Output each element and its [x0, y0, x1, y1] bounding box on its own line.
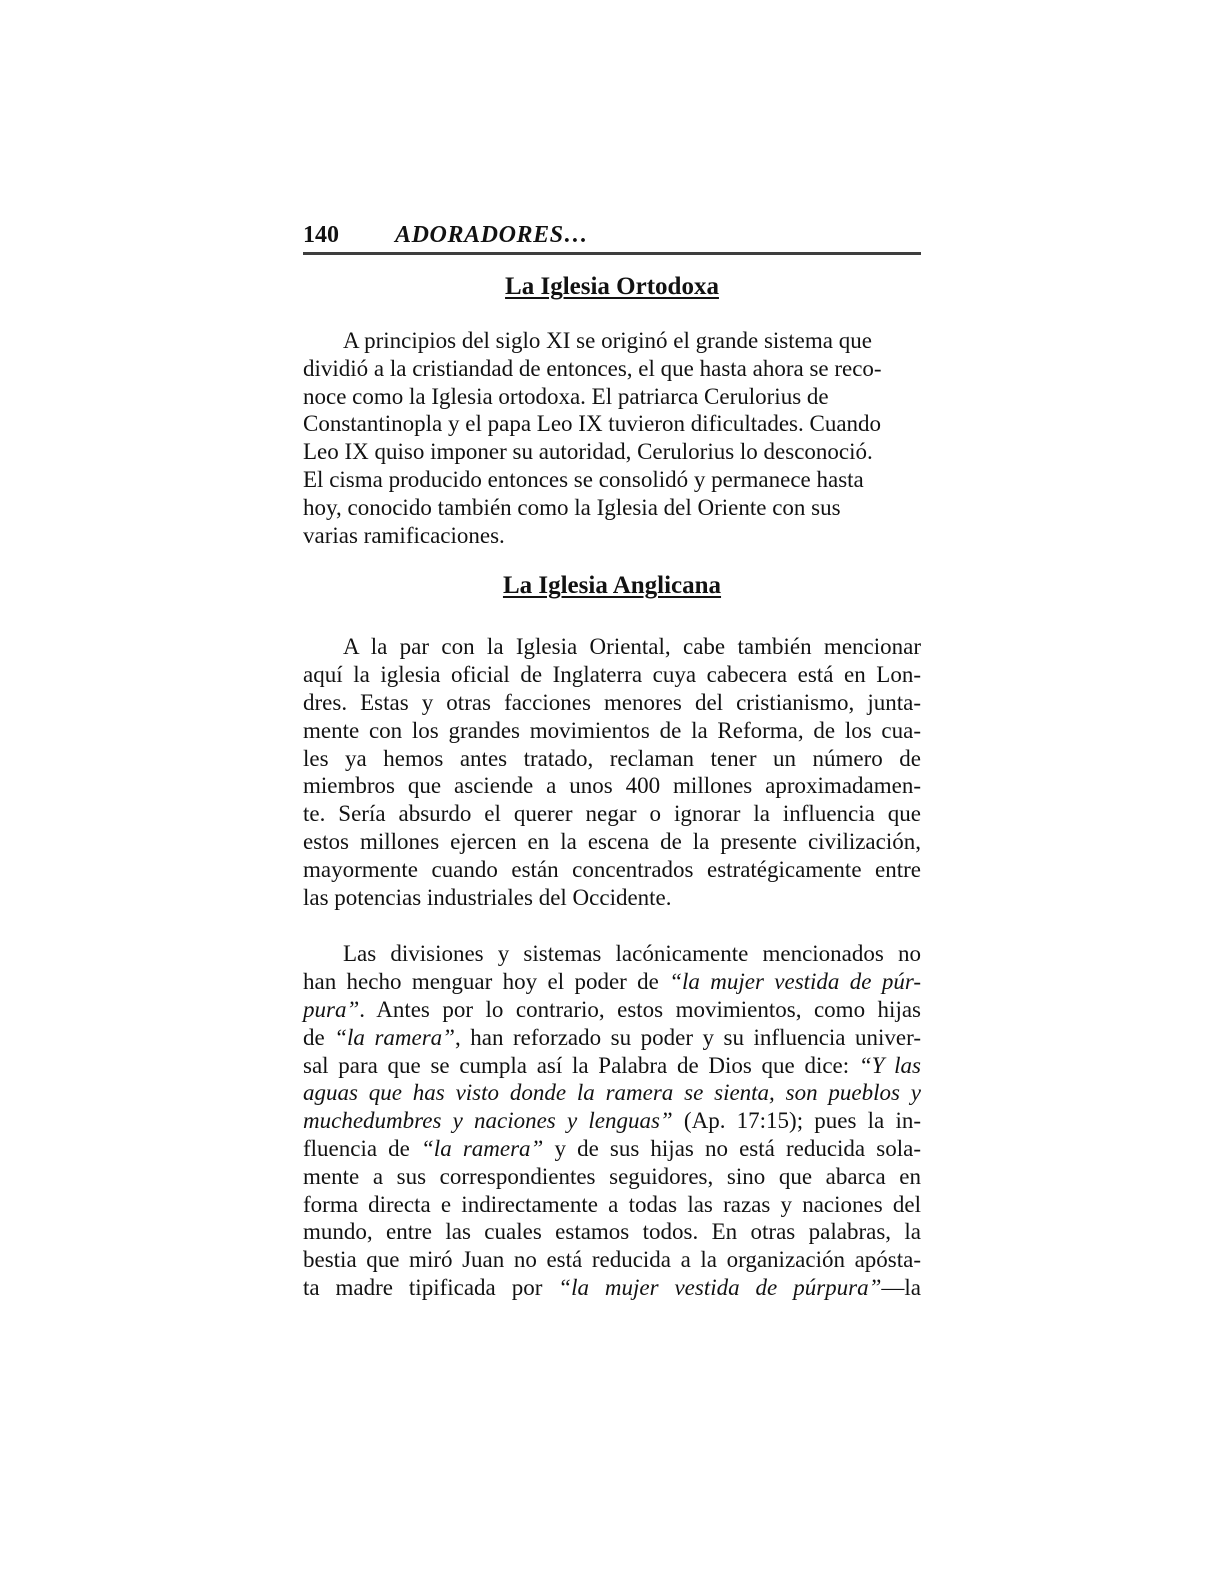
- body-text: . Antes por lo contrario, estos movimientos, como hijas: [359, 996, 921, 1022]
- body-text: ta madre tipificada por: [303, 1274, 559, 1300]
- text-line: [303, 1274, 921, 1302]
- body-text: hoy, conocido también como la Iglesia del Oriente con sus: [303, 494, 841, 520]
- body-text: dres. Estas y otras facciones menores del cristianismo, junta-: [303, 689, 921, 715]
- text-line: [303, 828, 921, 856]
- text-line: [303, 1052, 921, 1080]
- text-line: [303, 996, 921, 1024]
- text-line: [303, 355, 921, 383]
- text-line: [303, 717, 921, 745]
- body-text: —la: [881, 1274, 921, 1300]
- body-text: miembros que asciende a unos 400 millones aproximadamen-: [303, 773, 921, 799]
- text-line: [303, 689, 921, 717]
- body-text: El cisma producido entonces se consolidó y permanece hasta: [303, 466, 864, 492]
- text-line: [303, 494, 921, 522]
- body-text: varias ramificaciones.: [303, 522, 505, 548]
- section-heading-ortodoxa: [303, 273, 921, 301]
- body-text: (Ap. 17:15); pues la in-: [672, 1108, 921, 1134]
- text-line: [303, 327, 921, 355]
- text-line: [303, 1218, 921, 1246]
- body-text: mente con los grandes movimientos de la Reforma, de los cua-: [303, 717, 921, 743]
- body-text: les ya hemos antes tratado, reclaman tener un número de: [303, 745, 921, 771]
- text-line: [303, 800, 921, 828]
- section-heading-anglicana: [303, 572, 921, 600]
- text-line: [303, 661, 921, 689]
- body-text: sal para que se cumpla así la Palabra de Dios que dice:: [303, 1052, 859, 1078]
- text-line: [303, 772, 921, 800]
- body-text: A la par con la Iglesia Oriental, cabe también mencionar: [343, 634, 921, 660]
- body-text: mundo, entre las cuales estamos todos. En otras palabras, la: [303, 1219, 921, 1245]
- text-line: [303, 968, 921, 996]
- italic-quote-text: “la ramera”: [334, 1024, 455, 1050]
- body-text: mente a sus correspondientes seguidores, sino que abarca en: [303, 1163, 921, 1189]
- italic-quote-text: “la mujer vestida de púrpura”: [558, 1274, 882, 1300]
- body-text: fluencia de: [303, 1135, 422, 1161]
- body-text: A principios del siglo XI se originó el grande sistema que: [343, 328, 872, 353]
- body-text: Las divisiones y sistemas lacónicamente mencionados no: [343, 941, 921, 967]
- body-text: te. Sería absurdo el querer negar o ignorar la influencia que: [303, 801, 921, 827]
- text-line: [303, 1191, 921, 1219]
- text-line: [303, 884, 921, 912]
- body-text: forma directa e indirectamente a todas las razas y naciones del: [303, 1191, 921, 1217]
- text-line: [303, 633, 921, 661]
- text-line: [303, 522, 921, 550]
- text-line: [303, 1107, 921, 1135]
- text-line: [303, 940, 921, 968]
- body-text: y de sus hijas no está reducida sola-: [543, 1135, 921, 1161]
- page-content: [303, 222, 921, 1302]
- body-text: de: [303, 1024, 335, 1050]
- italic-quote-text: “la mujer vestida de púr-: [669, 969, 921, 995]
- text-line: [303, 1246, 921, 1274]
- page-number: 140: [303, 222, 339, 248]
- text-line: [303, 856, 921, 884]
- body-text: estos millones ejercen en la escena de la presente civilización,: [303, 828, 921, 854]
- italic-quote-text: pura”: [303, 996, 360, 1022]
- body-text: las potencias industriales del Occidente.: [303, 884, 672, 910]
- body-text: han hecho menguar hoy el poder de: [303, 969, 670, 995]
- italic-quote-text: “Y las: [858, 1052, 921, 1078]
- body-text: dividió a la cristiandad de entonces, el que hasta ahora se reco-: [303, 355, 882, 381]
- paragraph-divisiones: [303, 940, 921, 1301]
- italic-quote-text: aguas que has visto donde la ramera se sienta, son pueblos y: [303, 1080, 921, 1106]
- text-line: [303, 410, 921, 438]
- body-text: noce como la Iglesia ortodoxa. El patriarca Cerulorius de: [303, 383, 829, 409]
- body-text: mayormente cuando están concentrados estratégicamente entre: [303, 856, 921, 882]
- text-line: [303, 466, 921, 494]
- running-title: ADORADORES…: [395, 222, 589, 248]
- paragraph-anglicana: [303, 633, 921, 911]
- section-heading-ortodoxa-text: La Iglesia Ortodoxa: [505, 273, 719, 300]
- italic-quote-text: muchedumbres y naciones y lenguas”: [303, 1108, 673, 1134]
- text-line: [303, 1024, 921, 1052]
- body-text: Constantinopla y el papa Leo IX tuvieron dificultades. Cuando: [303, 411, 882, 437]
- text-line: [303, 1163, 921, 1191]
- body-text: aquí la iglesia oficial de Inglaterra cuya cabecera está en Lon-: [303, 662, 921, 688]
- page-header: [303, 222, 921, 255]
- paragraph-ortodoxa: [303, 327, 921, 549]
- section-heading-anglicana-text: La Iglesia Anglicana: [502, 572, 722, 600]
- text-line: [303, 383, 921, 411]
- text-line: [303, 1135, 921, 1163]
- italic-quote-text: “la ramera”: [421, 1135, 544, 1161]
- body-text: Leo IX quiso imponer su autoridad, Cerulorius lo desconoció.: [303, 439, 873, 465]
- body-text: , han reforzado su poder y su influencia univer-: [454, 1024, 921, 1050]
- text-line: [303, 438, 921, 466]
- text-line: [303, 745, 921, 773]
- text-line: [303, 1079, 921, 1107]
- body-text: bestia que miró Juan no está reducida a la organización apósta-: [303, 1247, 921, 1273]
